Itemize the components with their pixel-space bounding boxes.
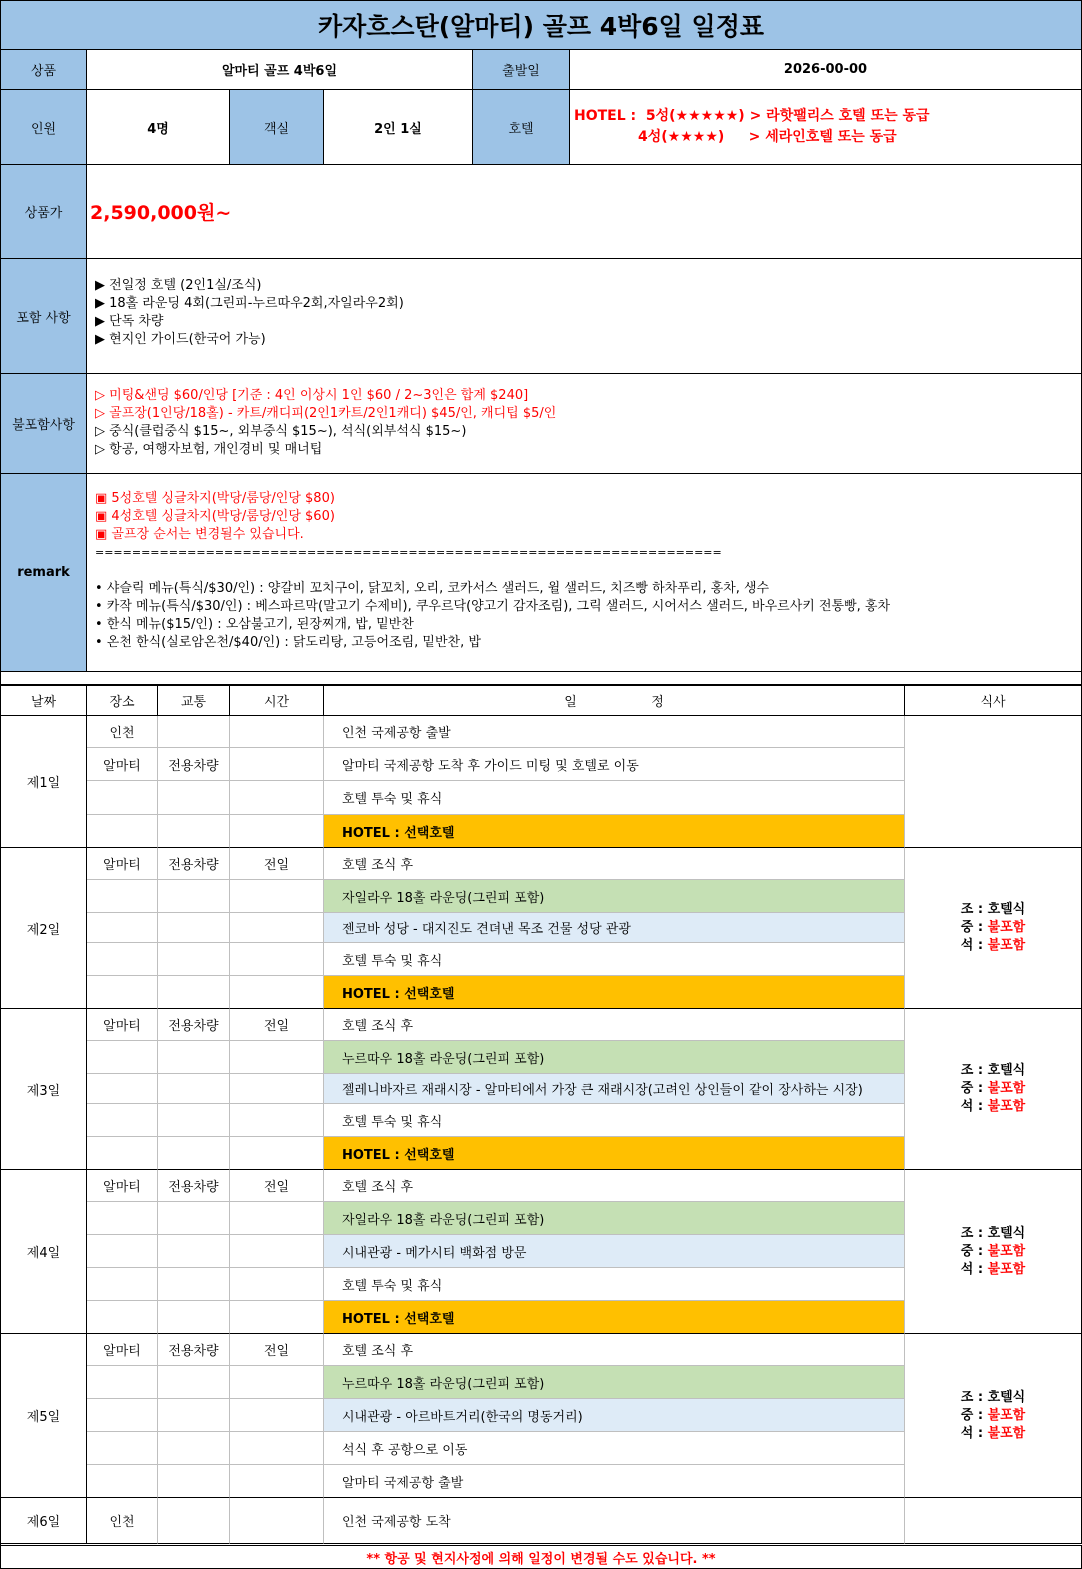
row-time xyxy=(230,1366,324,1399)
plan-item: 알마티 국제공항 출발 xyxy=(324,1465,905,1498)
row-time xyxy=(230,880,324,913)
row-place: 알마티 xyxy=(87,1170,158,1202)
row-place xyxy=(87,815,158,848)
plan-item: 알마티 국제공항 도착 후 가이드 미팅 및 호텔로 이동 xyxy=(324,748,905,781)
include-item: ▶ 현지인 가이드(한국어 가능) xyxy=(95,332,266,347)
meal-value: 호텔식 xyxy=(987,902,1026,917)
header-place: 장소 xyxy=(87,686,158,716)
row-transport: 전용차량 xyxy=(158,1334,230,1366)
day-label: 제4일 xyxy=(1,1170,87,1334)
hotel-line-4star: 4성(★★★★) > 세라인호텔 또는 동급 xyxy=(638,129,897,145)
meal-line-l xyxy=(961,1407,1026,1425)
row-transport xyxy=(158,1268,230,1301)
room-value: 2인 1실 xyxy=(324,90,473,165)
meal-value: 불포함 xyxy=(987,1081,1026,1096)
remark-menu-item: • 온천 한식(실로암온천/$40/인) : 닭도리탕, 고등어조림, 밑반찬, 밥 xyxy=(95,635,481,650)
meal-value: 불포함 xyxy=(987,1407,1026,1423)
row-time xyxy=(230,1465,324,1498)
include-item: ▶ 18홀 라운딩 4회(그린피-누르따우2회,자일라우2회) xyxy=(95,296,404,311)
meal-label: 석 : xyxy=(960,938,988,953)
row-time xyxy=(230,815,324,848)
page-title: 카자흐스탄(알마티) 골프 4박6일 일정표 xyxy=(0,0,1082,50)
row-time: 전일 xyxy=(230,1170,324,1202)
row-time xyxy=(230,1041,324,1074)
exclude-item: ▷ 중식(클럽중식 $15~, 외부중식 $15~), 석식(외부석식 $15~) xyxy=(95,424,467,439)
meal-label: 석 : xyxy=(960,1425,988,1441)
meal-label: 조 : xyxy=(960,902,988,917)
meal-label: 석 : xyxy=(960,1099,988,1114)
row-place: 알마티 xyxy=(87,1334,158,1366)
row-time xyxy=(230,1202,324,1235)
include-label: 포함 사항 xyxy=(1,259,87,374)
meal-cell xyxy=(905,1170,1082,1334)
row-place xyxy=(87,1301,158,1334)
row-place xyxy=(87,1366,158,1399)
meal-line-b xyxy=(961,1389,1026,1407)
header-time: 시간 xyxy=(230,686,324,716)
row-place xyxy=(87,976,158,1009)
row-transport xyxy=(158,976,230,1009)
meal-cell xyxy=(905,1334,1082,1498)
row-time xyxy=(230,1399,324,1432)
row-transport xyxy=(158,1366,230,1399)
remark-red-item: ▣ 골프장 순서는 변경될수 있습니다. xyxy=(95,527,304,542)
room-label: 객실 xyxy=(230,90,324,165)
row-time: 전일 xyxy=(230,848,324,880)
plan-item: 시내관광 - 아르바트거리(한국의 명동거리) xyxy=(324,1399,905,1432)
depart-value: 2026-00-00 xyxy=(570,50,1082,90)
row-transport xyxy=(158,1104,230,1137)
meal-value: 불포함 xyxy=(987,1243,1026,1259)
row-place: 인천 xyxy=(87,1498,158,1544)
row-transport xyxy=(158,1465,230,1498)
remark-label: remark xyxy=(1,474,87,672)
meal-label: 석 : xyxy=(960,1261,988,1277)
plan-item: HOTEL : 선택호텔 xyxy=(324,815,905,848)
plan-item: 호텔 조식 후 xyxy=(324,1009,905,1041)
meal-label: 중 : xyxy=(960,1081,988,1096)
plan-item: 호텔 투숙 및 휴식 xyxy=(324,781,905,815)
exclude-item: ▷ 항공, 여행자보험, 개인경비 및 매너팁 xyxy=(95,442,323,457)
plan-item: 호텔 투숙 및 휴식 xyxy=(324,1268,905,1301)
meal-label: 중 : xyxy=(960,920,988,935)
meal-line-b xyxy=(961,1062,1026,1080)
meal-value: 불포함 xyxy=(987,1099,1026,1114)
meal-value: 호텔식 xyxy=(987,1063,1026,1078)
info-table xyxy=(0,50,1082,672)
row-transport xyxy=(158,943,230,976)
row-time xyxy=(230,1074,324,1104)
plan-item: 호텔 조식 후 xyxy=(324,1170,905,1202)
meal-line-b xyxy=(961,1225,1026,1243)
meal-line-b xyxy=(961,901,1026,919)
row-time xyxy=(230,1301,324,1334)
day-label: 제6일 xyxy=(1,1498,87,1544)
meal-cell xyxy=(905,1498,1082,1544)
meal-line-d xyxy=(961,1425,1026,1443)
meal-line-d xyxy=(961,1098,1026,1116)
row-place: 인천 xyxy=(87,716,158,748)
row-transport xyxy=(158,1074,230,1104)
row-transport xyxy=(158,781,230,815)
exclude-label: 불포함사항 xyxy=(1,374,87,474)
row-transport xyxy=(158,1202,230,1235)
row-transport xyxy=(158,815,230,848)
meal-line-l xyxy=(961,919,1026,937)
row-place xyxy=(87,1041,158,1074)
meal-label: 중 : xyxy=(960,1243,988,1259)
row-transport: 전용차량 xyxy=(158,1009,230,1041)
row-transport xyxy=(158,880,230,913)
depart-label: 출발일 xyxy=(473,50,570,90)
plan-item: 젠코바 성당 - 대지진도 견뎌낸 목조 건물 성당 관광 xyxy=(324,913,905,943)
row-place xyxy=(87,1268,158,1301)
meal-label: 조 : xyxy=(960,1225,988,1241)
header-meal: 식사 xyxy=(905,686,1082,716)
row-place xyxy=(87,1235,158,1268)
row-time xyxy=(230,748,324,781)
row-place xyxy=(87,1104,158,1137)
plan-item: HOTEL : 선택호텔 xyxy=(324,1137,905,1170)
row-place: 알마티 xyxy=(87,1009,158,1041)
meal-label: 조 : xyxy=(960,1063,988,1078)
schedule-table xyxy=(0,686,1082,1569)
row-transport: 전용차량 xyxy=(158,748,230,781)
plan-item: 누르따우 18홀 라운딩(그린피 포함) xyxy=(324,1041,905,1074)
meal-value: 불포함 xyxy=(987,1425,1026,1441)
row-time xyxy=(230,1137,324,1170)
row-place xyxy=(87,1202,158,1235)
plan-item: 호텔 투숙 및 휴식 xyxy=(324,943,905,976)
remark-red-item: ▣ 5성호텔 싱글차지(박당/룸당/인당 $80) xyxy=(95,491,335,506)
remark-divider: ==================================================================== xyxy=(95,546,722,559)
plan-item: 자일라우 18홀 라운딩(그린피 포함) xyxy=(324,880,905,913)
meal-value: 불포함 xyxy=(987,938,1026,953)
include-item: ▶ 단독 차량 xyxy=(95,314,164,329)
meal-line-d xyxy=(961,1261,1026,1279)
remark-content xyxy=(87,474,1082,672)
meal-value: 호텔식 xyxy=(987,1225,1026,1241)
plan-item: 호텔 조식 후 xyxy=(324,848,905,880)
meal-cell xyxy=(905,848,1082,1009)
product-value: 알마티 골프 4박6일 xyxy=(87,50,473,90)
row-time xyxy=(230,781,324,815)
row-transport xyxy=(158,1041,230,1074)
row-place xyxy=(87,1465,158,1498)
plan-item: 호텔 투숙 및 휴식 xyxy=(324,1104,905,1137)
hotel-label: 호텔 xyxy=(473,90,570,165)
meal-label: 중 : xyxy=(960,1407,988,1423)
meal-cell xyxy=(905,1009,1082,1170)
header-plan: 일 정 xyxy=(324,686,905,716)
plan-item: 젤레니바자르 재래시장 - 알마티에서 가장 큰 재래시장(고려인 상인들이 같이 장사하는 시장) xyxy=(324,1074,905,1104)
exclude-item: ▷ 골프장(1인당/18홀) - 카트/캐디피(2인1카트/2인1캐디) $45/인, 캐디팁 $5/인 xyxy=(95,406,557,421)
day-label: 제3일 xyxy=(1,1009,87,1170)
day-label: 제5일 xyxy=(1,1334,87,1498)
row-transport: 전용차량 xyxy=(158,1170,230,1202)
remark-red-item: ▣ 4성호텔 싱글차지(박당/룸당/인당 $60) xyxy=(95,509,335,524)
include-list xyxy=(87,259,1082,374)
hotel-value xyxy=(570,90,1082,165)
row-time xyxy=(230,976,324,1009)
row-place xyxy=(87,1399,158,1432)
table-gap xyxy=(0,672,1082,686)
meal-value: 호텔식 xyxy=(987,1389,1026,1405)
row-time xyxy=(230,1104,324,1137)
row-place xyxy=(87,880,158,913)
row-time xyxy=(230,943,324,976)
plan-item: 누르따우 18홀 라운딩(그린피 포함) xyxy=(324,1366,905,1399)
row-transport xyxy=(158,1432,230,1465)
day-label: 제1일 xyxy=(1,716,87,848)
row-time: 전일 xyxy=(230,1009,324,1041)
remark-menu-item: • 한식 메뉴($15/인) : 오삼불고기, 된장찌개, 밥, 밑반찬 xyxy=(95,617,414,632)
exclude-list xyxy=(87,374,1082,474)
people-value: 4명 xyxy=(87,90,230,165)
row-place xyxy=(87,913,158,943)
row-time xyxy=(230,1498,324,1544)
row-time: 전일 xyxy=(230,1334,324,1366)
meal-value: 불포함 xyxy=(987,920,1026,935)
header-transport: 교통 xyxy=(158,686,230,716)
meal-line-l xyxy=(961,1080,1026,1098)
footer-note: ** 항공 및 현지사정에 의해 일정이 변경될 수도 있습니다. ** xyxy=(1,1545,1082,1569)
include-item: ▶ 전일정 호텔 (2인1실/조식) xyxy=(95,278,262,293)
product-label: 상품 xyxy=(1,50,87,90)
row-transport xyxy=(158,1301,230,1334)
row-transport xyxy=(158,1399,230,1432)
plan-item: 인천 국제공항 출발 xyxy=(324,716,905,748)
row-place: 알마티 xyxy=(87,848,158,880)
row-place xyxy=(87,943,158,976)
row-transport xyxy=(158,913,230,943)
price-label: 상품가 xyxy=(1,165,87,259)
price-value: 2,590,000원~ xyxy=(87,165,1082,259)
plan-item: 인천 국제공항 도착 xyxy=(324,1498,905,1544)
row-transport xyxy=(158,716,230,748)
plan-item: 호텔 조식 후 xyxy=(324,1334,905,1366)
row-place xyxy=(87,1137,158,1170)
row-time xyxy=(230,1268,324,1301)
row-place xyxy=(87,1074,158,1104)
plan-item: 자일라우 18홀 라운딩(그린피 포함) xyxy=(324,1202,905,1235)
row-place: 알마티 xyxy=(87,748,158,781)
plan-item: 시내관광 - 메가시티 백화점 방문 xyxy=(324,1235,905,1268)
remark-menu-item: • 샤슬릭 메뉴(특식/$30/인) : 양갈비 꼬치구이, 닭꼬치, 오리, 코카서스 샐러드, 윌 샐러드, 치즈빵 하차푸리, 홍차, 생수 xyxy=(95,581,770,596)
people-label: 인원 xyxy=(1,90,87,165)
row-place xyxy=(87,1432,158,1465)
meal-label: 조 : xyxy=(960,1389,988,1405)
remark-menu-item: • 카작 메뉴(특식/$30/인) : 베스파르막(말고기 수제비), 쿠우르닥(양고기 감자조림), 그릭 샐러드, 시어서스 샐러드, 바우르사키 전통빵, 홍차 xyxy=(95,599,891,614)
plan-item: HOTEL : 선택호텔 xyxy=(324,976,905,1009)
meal-cell xyxy=(905,716,1082,848)
row-time xyxy=(230,1235,324,1268)
row-time xyxy=(230,913,324,943)
meal-line-d xyxy=(961,937,1026,955)
row-place xyxy=(87,781,158,815)
row-transport xyxy=(158,1235,230,1268)
day-label: 제2일 xyxy=(1,848,87,1009)
row-transport: 전용차량 xyxy=(158,848,230,880)
row-transport xyxy=(158,1137,230,1170)
plan-item: HOTEL : 선택호텔 xyxy=(324,1301,905,1334)
header-date: 날짜 xyxy=(1,686,87,716)
exclude-item: ▷ 미팅&샌딩 $60/인당 [기준 : 4인 이상시 1인 $60 / 2~3인은 합계 $240] xyxy=(95,388,529,403)
row-time xyxy=(230,716,324,748)
meal-line-l xyxy=(961,1243,1026,1261)
plan-item: 석식 후 공항으로 이동 xyxy=(324,1432,905,1465)
row-transport xyxy=(158,1498,230,1544)
row-time xyxy=(230,1432,324,1465)
meal-value: 불포함 xyxy=(987,1261,1026,1277)
hotel-line-5star: HOTEL : 5성(★★★★★) > 라핫팰리스 호텔 또는 동급 xyxy=(574,108,930,124)
